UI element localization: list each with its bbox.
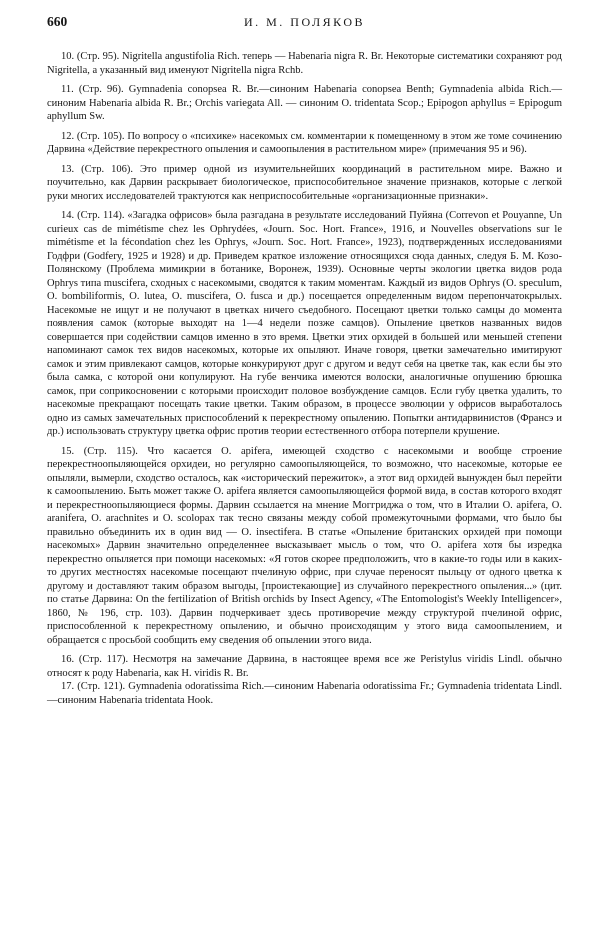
note-label: 17. (Стр. 121). [61, 681, 126, 692]
note-label: 10. (Стр. 95). [61, 51, 120, 62]
note-16 [47, 653, 562, 680]
note-text: «Загадка офрисов» была разгадана в результате исследований Пуйяна (Correvon et Pouyanne, Un curieux cas de mimétisme chez les Ophrydées, «Journ. Soc. Hort. France», 1916, и Nouvelles observations sur le mimétisme et la fécondation chez les Ophrys, «Journ. Soc. Hort. France», 1923), подтвержденных исследованиями Годфри (Godfery, 1925 и 1928) и др. Приведем краткое изложение относящихся сюда данных, следуя Б. М. Козо-Полянскому (Проблема мимикрии в ботанике, Воронеж, 1939). Основные черты экологии цветка видов рода Ophrys типа muscifera, сходных с насекомыми, сводятся к таким моментам. Каждый из видов Ophrys (O. speculum, O. bombiliformis, O. lutea, O. muscifera, O. fusca и др.) посещается определенным видом перепончатокрылых. Насекомые не ищут и не получают в цветках ничего съедобного. Посещают цветки только самцы до момента появления самок (которые выходят на 1—4 недели позже самцов). Опыление цветков названных видов совершается при содействии самцов именно в это время. Цветки этих орхидей в большей или меньшей степени напоминают самок тех видов насекомых, которые их опыляют. Иначе говоря, цветки замечательно имитируют самок и этим привлекают самцов, которые конкурируют друг с другом и ведут себя на цветке так, как если бы это была самка, с которой они копулируют. На губе венчика имеются волоски, аналогичные опушению брюшка самок, при соприкосновении с которыми происходит половое возбуждение самцов. Если губу цветка удалить, то насекомые прекращают посещать такие цветки. Таким образом, в процессе эволюции у офрисов выработалось одно из самых замечательных приспособлений к перекрестному опылению. Попытки антидарвинистов (Франсэ и др.) использовать структуру цветка офрис против теории естественного отбора потерпели крушение. [47, 210, 563, 437]
note-label: 13. (Стр. 106). [61, 163, 133, 175]
note-text: Gymnadenia odoratissima Rich.—синоним Habenaria odoratissima Fr.; Gymnadenia tridentata Lindl.—синоним Habenaria tridentata Hook. [47, 681, 563, 706]
note-text: Nigritella angustifolia Rich. теперь — Habenaria nigra R. Br. Некоторые систематики сохраняют род Nigritella, а указанный вид именуют Nigritella nigra Rchb. [47, 51, 563, 76]
note-14 [47, 209, 562, 439]
note-15 [47, 445, 562, 648]
note-11 [47, 83, 562, 124]
note-13 [47, 163, 562, 204]
note-label: 14. (Стр. 114). [61, 210, 125, 221]
note-label: 15. (Стр. 115). [61, 445, 138, 457]
note-12 [47, 130, 562, 157]
note-text: Несмотря на замечание Дарвина, в настоящее время все же Peristylus viridis Lindl. обычно относят к роду Habenaria, как H. viridis R. Br. [47, 654, 563, 679]
note-text: Это пример одной из изумительнейших координаций в растительном мире. Важно и поучительно, как Дарвин раскрывает биологическое, приспособительное значение признаков, которые с легкой руки многих исследователей трактуются как неприспособительные «организационные признаки». [47, 163, 563, 202]
note-text: Что касается O. apifera, имеющей сходство с насекомыми и вообще строение перекрестноопыляющейся орхидеи, но регулярно самоопыляющейся, то возможно, что насекомые, которые ее опыляли, вымерли, сходство осталось, как «исторический пережиток», а этот вид орхидей вынужден был перейти к самоопылению. Быть может также O. apifera является самоопыляющейся формой вида, в состав которого входят и перекрестноопыляющиеся формы. Дарвин ссылается на мнение Моггриджа о том, что в Италии O. apifera, O. aranifera, O. arachnites и O. scolopax так тесно связаны между собой промежуточными формами, что было бы правильно объединить их в один вид — O. insectifera. В статье «Опыление британских орхидей при помощи насекомых» Дарвин значительно определеннее высказывает мысль о том, что O. apifera хотя бы изредка перекрестно опыляется при помощи насекомых: «Я готов скорее предположить, что в какие-то годы или в каких-то других местностях насекомые посещают пчелиную офрис, при случае переносят пыльцу от одного цветка к другому и доставляют таким образом выгоды, [проистекающие] из случайного перекрестного опыления...» (цит. по статье Дарвина: On the fertilization of British orchids by Insect Agency, «The Entomologist's Weekly Intelligencer», 1860, № 196, стр. 103). Дарвин подчеркивает здесь противоречие между структурой пчелиной офрис, приспособленной к перекрестному опылению, и обычно происходящим у этого вида самоопылением, и обращается с просьбой сообщить ему сведения об опылении этого вида. [47, 445, 563, 646]
note-17 [47, 680, 562, 707]
page-header [47, 14, 562, 36]
page-number: 660 [47, 14, 68, 29]
running-head: И. М. ПОЛЯКОВ [243, 15, 366, 29]
note-text: По вопросу о «психике» насекомых см. комментарии к помещенному в этом же томе сочинению Дарвина «Действие перекрестного опыления и самоопыления в растительном мире» (примечания 95 и 96). [47, 130, 563, 155]
note-label: 12. (Стр. 105). [61, 130, 125, 142]
note-10 [47, 50, 562, 77]
note-label: 11. (Стр. 96). [61, 84, 124, 95]
note-label: 16. (Стр. 117). [61, 654, 129, 665]
note-text: Gymnadenia conopsea R. Br.—синоним Habenaria conopsea Benth; Gymnadenia albida Rich.—синоним Habenaria albida R. Br.; Orchis variegata All. — синоним O. tridentata Scop.; Epipogon aphyllus = Epipogum aphyllum Sw. [47, 84, 563, 122]
